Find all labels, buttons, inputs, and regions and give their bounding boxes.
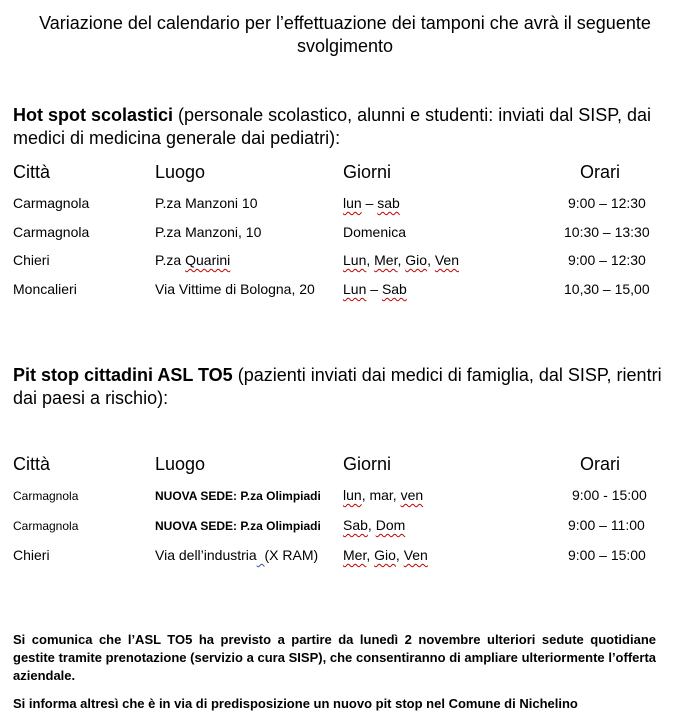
hotspot-row-1-orari: 9:00 – 12:30 [568, 195, 646, 211]
word: lun [343, 195, 362, 211]
word: Dom [375, 517, 406, 533]
hotspot-row-1-luogo: P.za Manzoni 10 [155, 195, 258, 211]
word: Gio [405, 252, 428, 268]
word: lun [343, 487, 362, 503]
pitstop-row-1-citta: Carmagnola [13, 489, 79, 503]
pitstop-row-2-giorni [343, 516, 405, 534]
pitstop-header-luogo: Luogo [155, 454, 206, 474]
hotspot-row-2-luogo: P.za Manzoni, 10 [155, 224, 262, 240]
hotspot-row-2-orari: 10:30 – 13:30 [564, 224, 650, 240]
hotspot-row-3-luogo [155, 251, 230, 269]
word: (X RAM) [264, 547, 319, 563]
hotspot-header-luogo: Luogo [155, 162, 206, 182]
word: , [395, 547, 404, 563]
hotspot-header-giorni: Giorni [343, 162, 392, 182]
pitstop-row-1-giorni [343, 486, 423, 504]
word: sab [377, 195, 400, 211]
pitstop-header-orari: Orari [580, 454, 620, 474]
pitstop-header-citta: Città [13, 454, 51, 474]
word: Ven [403, 547, 428, 563]
pitstop-heading [13, 364, 673, 410]
title-line-2: svolgimento [296, 36, 394, 56]
pitstop-row-3-giorni [343, 546, 428, 564]
word: Mer [374, 252, 398, 268]
hotspot-header-orari: Orari [580, 162, 620, 182]
word: Ven [434, 252, 459, 268]
hotspot-row-3-citta: Chieri [13, 252, 50, 268]
hotspot-row-2-giorni: Domenica [343, 224, 407, 240]
hotspot-header-citta: Città [13, 162, 51, 182]
word: Via dell’industria [155, 547, 257, 563]
word: ven [400, 487, 424, 503]
hotspot-row-3-orari: 9:00 – 12:30 [568, 252, 646, 268]
pitstop-row-3-luogo [155, 546, 318, 564]
hotspot-heading [13, 104, 673, 150]
pitstop-row-2-luogo: NUOVA SEDE: P.za Olimpiadi [155, 519, 321, 533]
word: – [361, 195, 378, 211]
hotspot-row-2-citta: Carmagnola [13, 224, 90, 240]
hotspot-row-4-orari: 10,30 – 15,00 [564, 281, 650, 297]
word: , mar, [361, 487, 401, 503]
hotspot-row-4-giorni [343, 280, 407, 298]
word: Sab [381, 281, 407, 297]
pitstop-heading-bold: Pit stop cittadini ASL TO5 [13, 365, 233, 385]
pitstop-row-3-orari: 9:00 – 15:00 [568, 547, 646, 563]
hotspot-row-4-luogo: Via Vittime di Bologna, 20 [155, 281, 315, 297]
word: Lun [343, 252, 367, 268]
hotspot-row-1-citta: Carmagnola [13, 195, 90, 211]
pitstop-row-3-citta: Chieri [13, 547, 50, 563]
word: Mer [343, 547, 367, 563]
word: – [366, 281, 382, 297]
word: Quarini [185, 252, 231, 268]
pitstop-row-2-orari: 9:00 – 11:00 [568, 517, 645, 533]
word: , [367, 517, 376, 533]
word: Sab [343, 517, 368, 533]
pitstop-row-1-luogo: NUOVA SEDE: P.za Olimpiadi [155, 489, 321, 503]
hotspot-row-3-giorni [343, 251, 459, 269]
word: , [397, 252, 406, 268]
pitstop-heading-rest: (pazienti inviati dai medici di famiglia, dal SISP, rientri dai paesi a rischio): [13, 365, 662, 408]
pitstop-header-giorni: Giorni [343, 454, 392, 474]
word: , [366, 252, 375, 268]
hotspot-heading-rest: (personale scolastico, alunni e studenti: inviati dal SISP, dai medici di medicina generale dai pediatri): [13, 105, 651, 148]
notice-nichelino: Si informa altresì che è in via di predisposizione un nuovo pit stop nel Comune di Nichelino [13, 696, 578, 711]
word: Lun [343, 281, 367, 297]
hotspot-row-1-giorni [343, 194, 400, 212]
hotspot-row-4-citta: Moncalieri [13, 281, 77, 297]
word: , [427, 252, 435, 268]
hotspot-heading-bold: Hot spot scolastici [13, 105, 174, 125]
word: P.za [155, 252, 186, 268]
pitstop-row-2-citta: Carmagnola [13, 519, 79, 533]
title-line-1: Variazione del calendario per l’effettuazione dei tamponi che avrà il seguente [39, 13, 651, 33]
document-title [0, 12, 690, 58]
word: Gio [374, 547, 396, 563]
notice-new-sessions: Si comunica che l’ASL TO5 ha previsto a partire da lunedì 2 novembre ulteriori sedute quotidiane gestite tramite prenotazione (servizio a cura SISP), che consentiranno di ampliare ulteriormente l’offerta aziendale. [13, 632, 656, 683]
pitstop-row-1-orari: 9:00 - 15:00 [572, 487, 647, 503]
word: , [366, 547, 375, 563]
